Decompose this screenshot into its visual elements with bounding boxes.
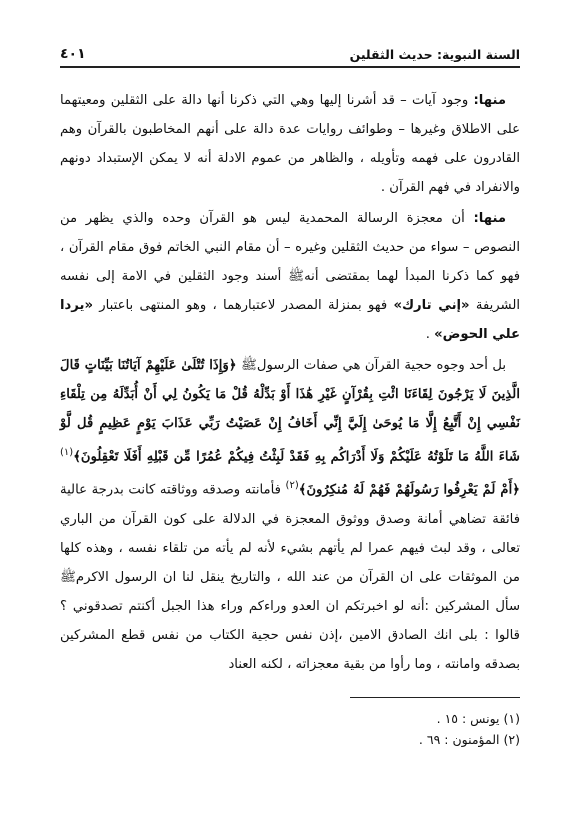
running-title: السنة النبوية: حديث الثقلين <box>349 47 520 62</box>
page-number: ٤٠١ <box>60 46 86 62</box>
footnote-ref[interactable]: (١) <box>60 447 74 458</box>
paragraph-2 <box>60 204 520 349</box>
paragraph-1 <box>60 86 520 202</box>
footnotes <box>60 697 520 750</box>
footnote-2: (٢) المؤمنون : ٦٩ . <box>418 732 520 747</box>
paragraph-text: وجود آيات – قد أشرنا إليها وهي التي ذكرنا أنها دالة على الثقلين ومعيتهما على الاطلاق وغيرها – وطوائف روايات عدة دالة على أنهم المخاطبون بالقرآن وهم القادرون على فهمه وتأويله ، والظاهر من عموم الادلة أنه لا يمكن الإستبداد دونهم والانفراد في فهم القرآن . <box>60 93 520 195</box>
paragraph-text: فهو بمنزلة المصدر لاعتبارهما ، وهو المنتهى باعتبار <box>92 298 394 313</box>
main-text <box>60 86 520 679</box>
footnote-1: (١) يونس : ١٥ . <box>436 711 520 726</box>
paragraph-lead: منها: <box>473 211 506 226</box>
quran-verse: ﴿وَإِذَا تُتْلَىٰ عَلَيْهِمْ آيَاتُنَا بَيِّنَاتٍ قَالَ الَّذِينَ لَا يَرْجُونَ لِقَاءَنَا ائْتِ بِقُرْآنٍ غَيْرِ هَٰذَا أَوْ بَدِّلْهُ قُلْ مَا يَكُونُ لِي أَنْ أُبَدِّلَهُ مِن تِلْقَاءِ نَفْسِي إِنْ أَتَّبِعُ إِلَّا مَا يُوحَىٰ إِلَيَّ إِنِّي أَخَافُ إِنْ عَصَيْتُ رَبِّي عَذَابَ يَوْمٍ عَظِيمٍ قُل لَّوْ شَاءَ اللَّهُ مَا تَلَوْتُهُ عَلَيْكُمْ وَلَا أَدْرَاكُم بِهِ فَقَدْ لَبِثْتُ فِيكُمْ عُمُرًا مِّن قَبْلِهِ أَفَلَا تَعْقِلُونَ﴾ <box>60 358 520 465</box>
paragraph-text: بل أحد وجوه حجية القرآن هي صفات الرسولﷺ <box>236 358 506 373</box>
hadith-quote: «إني تارك» <box>393 298 470 313</box>
paragraph-lead: منها: <box>473 93 506 108</box>
paragraph-text: أن معجزة الرسالة المحمدية ليس هو القرآن وحده والذي يظهر من النصوص – سواء من حديث الثقلين وغيره – أن مقام النبي الخاتم فوق مقام القرآن ، فهو كما ذكرنا المبدأ لهما بمقتضى أنهﷺ أسند وجود الثقلين في الامة إلى نفسه الشريفة <box>60 211 521 313</box>
quran-verse: ﴿أَمْ لَمْ يَعْرِفُوا رَسُولَهُمْ فَهُمْ لَهُ مُنكِرُونَ﴾ <box>298 482 520 498</box>
footnote-ref[interactable]: (٢) <box>285 480 299 492</box>
running-header <box>60 40 520 68</box>
paragraph-text: . <box>425 327 435 342</box>
paragraph-3 <box>60 351 520 679</box>
hadith-quote: «يردا علي الحوض» <box>60 298 520 342</box>
paragraph-text: فأمانته وصدقه ووثاقته كانت بدرجة عالية فائقة تضاهي أمانة وصدق ووثوق المعجزة في الدلالة على كون القرآن من الباري تعالى ، وقد لبث فيهم عمرا لم يأتهم بشيء لأنه لم يأته من تلقاء نفسه ، وهذه كلها من الموثقات على ان القرآن من عند الله ، والتاريخ ينقل لنا ان الرسول الاكرمﷺ سأل المشركين :أنه لو اخبرتكم ان العدو وراءكم وراء هذا الجبل أكنتم تصدقوني ؟ قالوا : بلى انك الصادق الامين ،إذن نفس حجية الكتاب من نفس قطع المشركين بصدقه وامانته ، وما رأوا من بقية معجزاته ، لكنه العناد <box>60 482 520 672</box>
footnote-divider <box>350 697 520 698</box>
